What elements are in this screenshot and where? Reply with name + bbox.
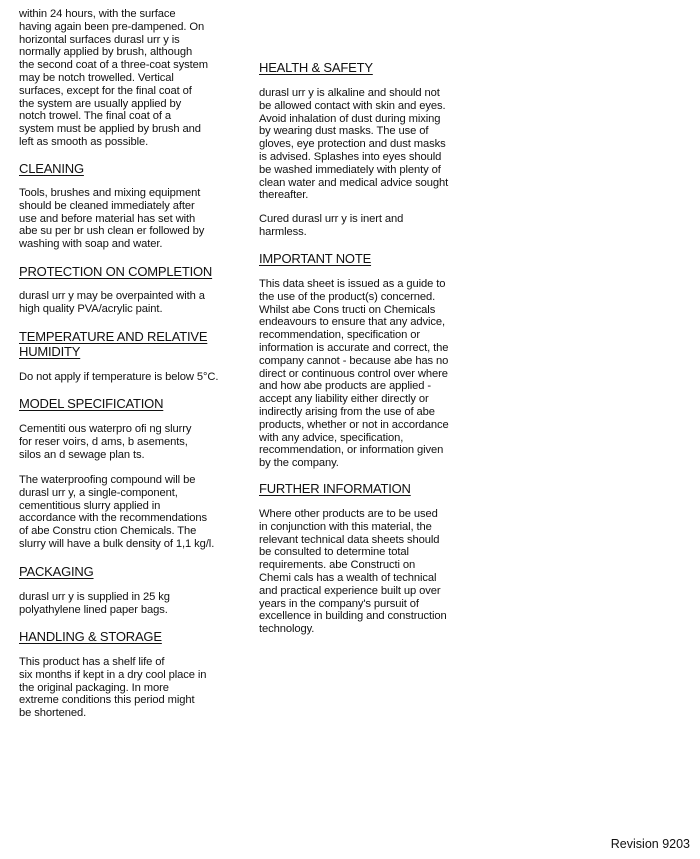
handling-body (19, 656, 239, 720)
packaging-heading: PACKAGING (19, 564, 94, 579)
application-intro-block (19, 8, 239, 149)
handling-text: This product has a shelf life of six months if kept in a dry cool place in the original packaging. In more extreme conditions this period might be shortened. (19, 656, 207, 720)
further-info-body (259, 508, 479, 636)
temperature-text: Do not apply if temperature is below 5°C. (19, 371, 219, 383)
packaging-section (19, 564, 239, 579)
packaging-body (19, 591, 239, 617)
important-note-text: This data sheet is issued as a guide to the use of the product(s) concerned. Whilst abe Cons tructi on Chemicals endeavours to ensure that any advice, recommendation, specification or information is accurate and correct, the company cannot - because abe has no direct or continuous control over where and how abe products are applied - accept any liability either directly or indirectly arising from the use of abe products, whether or not in accordance with any advice, specification, recommendation, or information given by the company. (259, 278, 449, 470)
protection-section (19, 264, 239, 279)
temperature-section (19, 329, 239, 359)
model-spec-heading: MODEL SPECIFICATION (19, 396, 164, 411)
model-spec-section (19, 396, 239, 411)
model-spec-body-1 (19, 423, 239, 461)
cleaning-text: Tools, brushes and mixing equipment should be cleaned immediately after use and before material has set with abe su per br ush clean er followed by washing with soap and water. (19, 187, 205, 251)
handling-section (19, 629, 239, 644)
health-body-2 (259, 213, 479, 239)
temperature-heading: TEMPERATURE AND RELATIVE HUMIDITY (19, 329, 208, 359)
health-heading: HEALTH & SAFETY (259, 60, 373, 75)
health-section (259, 60, 479, 75)
model-spec-text-1: Cementiti ous waterpro ofi ng slurry for reser voirs, d ams, b asements, silos an d sewage plan ts. (19, 423, 192, 461)
further-info-text: Where other products are to be used in conjunction with this material, the relevant technical data sheets should be consulted to determine total requirements. abe Constructi on Chemi cals has a wealth of technical and practical experience built up over years in the company's pursuit of excellence in building and construction technology. (259, 508, 447, 636)
cleaning-section (19, 161, 239, 176)
model-spec-body-2 (19, 474, 239, 551)
further-info-section (259, 481, 479, 496)
model-spec-text-2: The waterproofing compound will be durasl urr y, a single-component, cementitious slurry applied in accordance with the recommendations of abe Constru ction Chemicals. The slurry will have a bulk density of 1,1 kg/l. (19, 474, 215, 550)
application-intro-text: within 24 hours, with the surface having again been pre-dampened. On horizontal surfaces durasl urr y is normally applied by brush, although the second coat of a three-coat system may be notch trowelled. Vertical surfaces, except for the final coat of the system are usually applied by notch trowel. The final coat of a system must be applied by brush and left as smooth as possible. (19, 8, 208, 148)
protection-heading: PROTECTION ON COMPLETION (19, 264, 213, 279)
health-text-1: durasl urr y is alkaline and should not be allowed contact with skin and eyes. Avoid inhalation of dust during mixing by wearing dust masks. The use of gloves, eye protection and dust masks is advised. Splashes into eyes should be washed immediately with plenty of clean water and medical advice sought thereafter. (259, 87, 449, 202)
cleaning-heading: CLEANING (19, 161, 84, 176)
handling-heading: HANDLING & STORAGE (19, 629, 162, 644)
revision-label: Revision 9203 (610, 837, 690, 851)
cleaning-body (19, 187, 239, 251)
health-text-2: Cured durasl urr y is inert and harmless. (259, 213, 404, 238)
protection-text: durasl urr y may be overpainted with a high quality PVA/acrylic paint. (19, 290, 205, 315)
important-note-body (259, 278, 479, 470)
important-note-heading: IMPORTANT NOTE (259, 251, 372, 266)
protection-body (19, 290, 239, 316)
health-body-1 (259, 87, 479, 202)
important-note-section (259, 251, 479, 266)
packaging-text: durasl urr y is supplied in 25 kg polyathylene lined paper bags. (19, 591, 170, 616)
further-info-heading: FURTHER INFORMATION (259, 481, 411, 496)
temperature-body (19, 371, 239, 384)
